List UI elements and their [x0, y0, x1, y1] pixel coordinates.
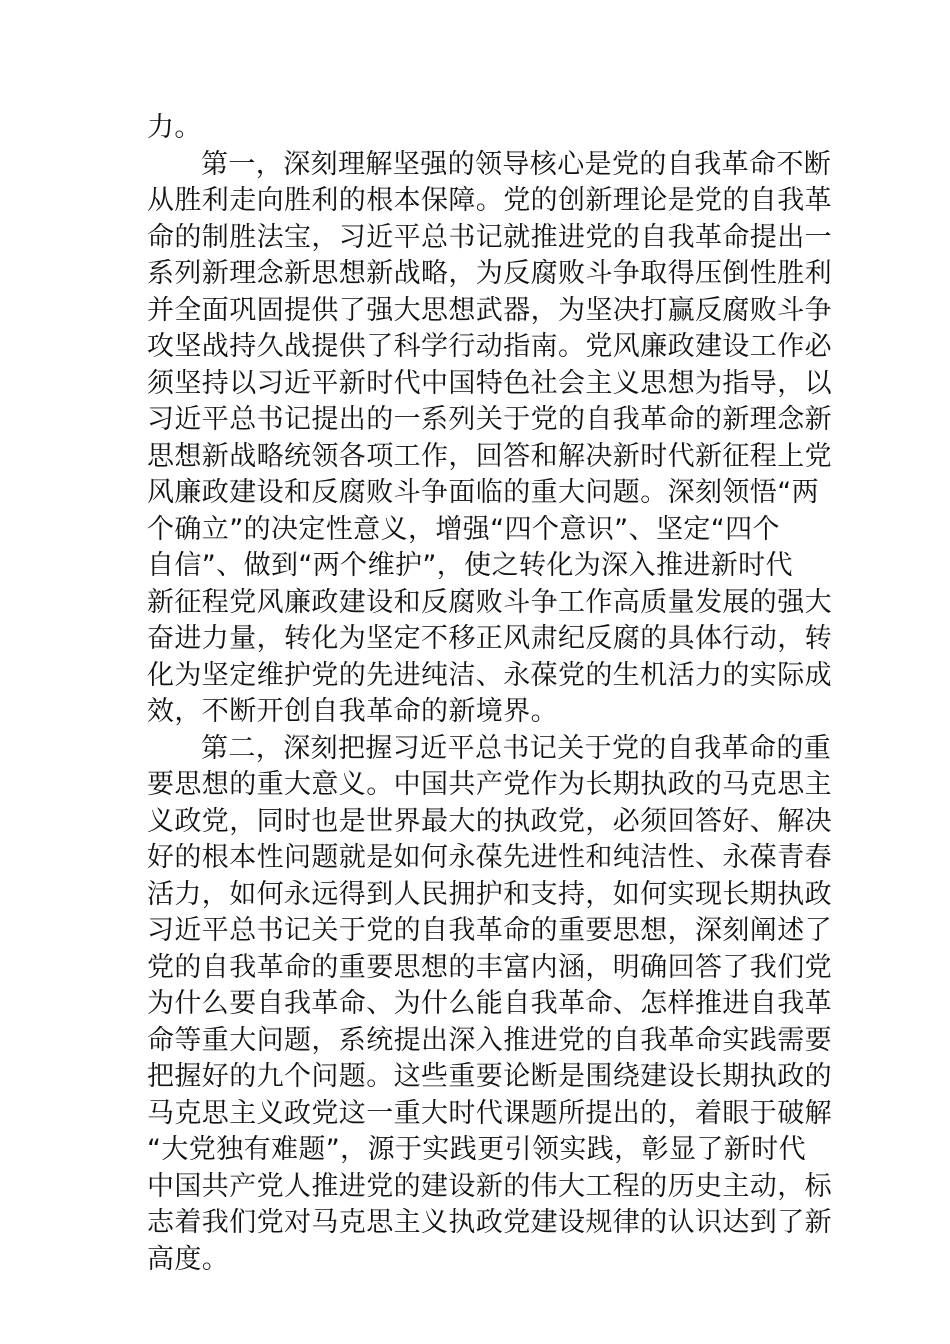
text-line: 风廉政建设和反腐败斗争面临的重大问题。深刻领悟“两 — [147, 477, 819, 508]
text-line: 为什么要自我革命、为什么能自我革命、怎样推进自我革 — [147, 988, 832, 1019]
text-line: 化为坚定维护党的先进纯洁、永葆党的生机活力的实际成 — [147, 659, 832, 691]
text-line: 须坚持以习近平新时代中国特色社会主义思想为指导，以 — [147, 367, 832, 399]
text-line: 中国共产党人推进党的建设新的伟大工程的历史主动，标 — [147, 1170, 832, 1202]
body-text — [147, 110, 832, 1278]
text-line: 力。 — [147, 112, 202, 143]
text-line: 习近平总书记关于党的自我革命的重要思想，深刻阐述了 — [147, 915, 832, 946]
text-line: 个确立”的决定性意义，增强“四个意识”、坚定“四个 — [147, 513, 780, 545]
text-line: 自信”、做到“两个维护”，使之转化为深入推进新时代 — [147, 550, 793, 581]
text-line: 新征程党风廉政建设和反腐败斗争工作高质量发展的强大 — [147, 586, 832, 618]
text-line: 从胜利走向胜利的根本保障。党的创新理论是党的自我革 — [147, 185, 832, 216]
text-line: 义政党，同时也是世界最大的执政党，必须回答好、解决 — [147, 805, 832, 837]
paragraph-1-first-line: 第一，深刻理解坚强的领导核心是党的自我革命不断 — [201, 148, 832, 180]
text-line: 把握好的九个问题。这些重要论断是围绕建设长期执政的 — [147, 1061, 832, 1092]
text-line: 高度。 — [147, 1243, 230, 1275]
text-line: 效，不断开创自我革命的新境界。 — [147, 696, 558, 727]
text-line: 活力，如何永远得到人民拥护和支持，如何实现长期执政 — [147, 878, 832, 910]
text-line: 要思想的重大意义。中国共产党作为长期执政的马克思主 — [147, 769, 832, 800]
text-line: 志着我们党对马克思主义执政党建设规律的认识达到了新 — [147, 1207, 832, 1238]
text-line: 奋进力量，转化为坚定不移正风肃纪反腐的具体行动，转 — [147, 623, 832, 654]
text-line: 党的自我革命的重要思想的丰富内涵，明确回答了我们党 — [147, 951, 832, 983]
text-line: 命的制胜法宝，习近平总书记就推进党的自我革命提出一 — [147, 221, 832, 253]
text-line: 思想新战略统领各项工作，回答和解决新时代新征程上党 — [147, 440, 832, 472]
text-line: 习近平总书记提出的一系列关于党的自我革命的新理念新 — [147, 404, 832, 435]
text-line: 好的根本性问题就是如何永葆先进性和纯洁性、永葆青春 — [147, 842, 832, 873]
text-line: 攻坚战持久战提供了科学行动指南。党风廉政建设工作必 — [147, 331, 832, 362]
paragraph-2-first-line: 第二，深刻把握习近平总书记关于党的自我革命的重 — [201, 732, 832, 764]
text-line: 并全面巩固提供了强大思想武器，为坚决打赢反腐败斗争 — [147, 294, 832, 326]
text-line: 命等重大问题，系统提出深入推进党的自我革命实践需要 — [147, 1024, 832, 1056]
text-line: “大党独有难题”，源于实践更引领实践，彰显了新时代 — [147, 1134, 806, 1165]
text-line: 系列新理念新思想新战略，为反腐败斗争取得压倒性胜利 — [147, 258, 832, 289]
text-line: 马克思主义政党这一重大时代课题所提出的，着眼于破解 — [147, 1097, 832, 1129]
